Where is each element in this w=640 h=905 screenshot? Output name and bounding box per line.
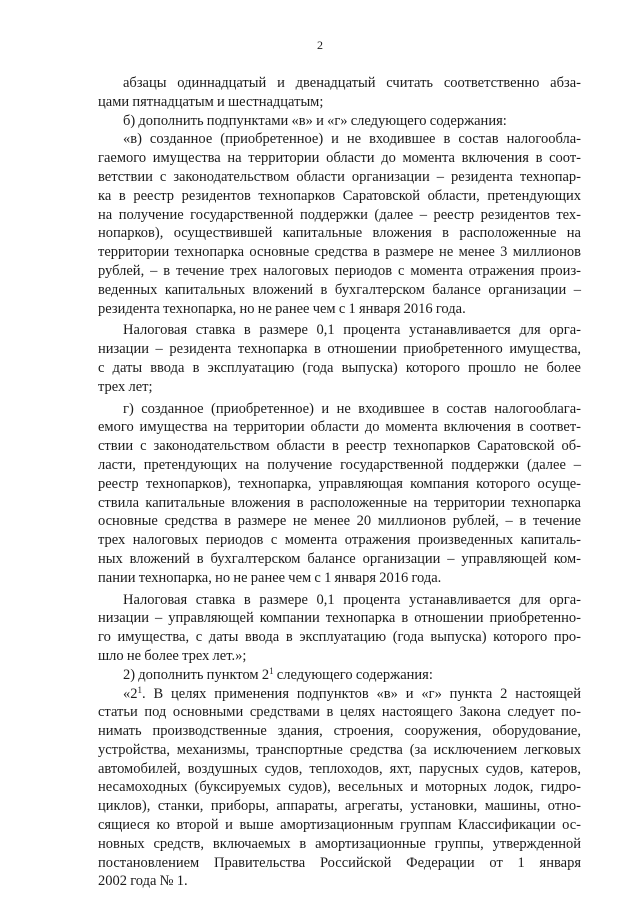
text-line: новных средств, включаемых в амортизационные группы, утвержденной — [98, 835, 581, 852]
text-line: гаемого имущества на территории области до момента включения в соот- — [98, 150, 581, 167]
text-fragment: 2) дополнить пунктом 2 — [123, 666, 270, 683]
text-line: резидента технопарка, но не ранее чем с 1 января 2016 года. — [98, 300, 466, 317]
text-line: ствии с законодательством области в реестр технопарков Саратовской об- — [98, 438, 581, 455]
paragraph-add-subclauses — [98, 112, 581, 131]
text-line: несамоходных (буксируемых судов), весельных и моторных лодок, гидро- — [98, 779, 581, 796]
text-line: ласти, претендующих на получение государственной поддержки (далее – — [98, 456, 581, 473]
text-line: абзацы одиннадцатый и двенадцатый считать соответственно абза- — [123, 75, 581, 91]
text-line: емого имущества на территории области до момента включения в соответ- — [98, 419, 581, 436]
text-line — [98, 685, 581, 704]
text-line: сящиеся ко второй и выше амортизационным группам Классификации ос- — [98, 817, 581, 834]
text-line: низации – резидента технопарка в отношении приобретенного имущества, — [98, 341, 581, 358]
text-line: основные средства в размере не менее 20 миллионов рублей, – в течение — [98, 513, 581, 530]
text-line: г) созданное (приобретенное) и не входившее в состав налогооблага- — [123, 400, 581, 417]
text-line: автомобилей, воздушных судов, теплоходов, яхт, парусных судов, катеров, — [98, 760, 581, 777]
text-line: ствила капитальные вложения в расположенные на территории технопарка — [98, 494, 581, 511]
text-fragment: . В целях применения подпунктов «в» и «г» пункта 2 настоящей — [142, 685, 581, 702]
text-line: пании технопарка, но не ранее чем с 1 января 2016 года. — [98, 569, 442, 586]
page-number: 2 — [317, 38, 323, 52]
text-line: 2002 года № 1. — [98, 873, 188, 890]
text-fragment: следующего содержания: — [273, 666, 433, 683]
text-line: постановлением Правительства Российской Федерации от 1 января — [98, 854, 581, 871]
text-line: рублей, – в течение трех налоговых периодов с момента отражения произ- — [98, 262, 581, 279]
paragraph-add-item — [98, 666, 581, 685]
paragraph-renumber-clauses — [98, 74, 581, 112]
text-line: циклов), станки, приборы, аппараты, агрегаты, установки, машины, отно- — [98, 798, 581, 815]
superscript: 1 — [137, 684, 142, 695]
document-body — [98, 74, 581, 891]
text-line: с даты ввода в эксплуатацию (года выпуска) которого прошло не более — [98, 359, 581, 376]
paragraph-item-2-1 — [98, 685, 581, 892]
text-line: шло не более трех лет.»; — [98, 647, 247, 664]
text-line — [98, 666, 581, 685]
text-line: б) дополнить подпунктами «в» и «г» следующего содержания: — [123, 112, 507, 129]
text-line: трех лет; — [98, 378, 153, 395]
text-line: территории технопарка основные средства в размере не менее 3 миллионов — [98, 244, 581, 261]
paragraph-tax-rate-management — [98, 591, 581, 666]
text-line: ветствии с законодательством области организации – резидента технопар- — [98, 168, 581, 185]
text-line: «в) созданное (приобретенное) и не входившее в состав налогообла- — [123, 131, 581, 148]
text-line: го имущества, с даты ввода в эксплуатацию (года выпуска) которого про- — [98, 629, 581, 646]
text-line: на получение государственной поддержки (далее – реестр резидентов тех- — [98, 206, 581, 223]
text-line: реестр технопарков), технопарка, управляющая компания которого осуще- — [98, 475, 581, 492]
paragraph-subclause-v — [98, 130, 581, 318]
text-line: ных вложений в бухгалтерском балансе организации – управляющей ком- — [98, 550, 581, 567]
text-line: Налоговая ставка в размере 0,1 процента устанавливается для орга- — [123, 322, 581, 339]
text-line: нимать производственные здания, строения, сооружения, оборудование, — [98, 723, 581, 740]
text-line: Налоговая ставка в размере 0,1 процента устанавливается для орга- — [123, 591, 581, 608]
paragraph-subclause-g — [98, 400, 581, 588]
text-line: ка в реестр резидентов технопарков Саратовской области, претендующих — [98, 187, 581, 204]
paragraph-tax-rate-resident — [98, 321, 581, 396]
text-line: трех налоговых периодов с момента отражения произведенных капиталь- — [98, 532, 581, 549]
text-line: нопарков), осуществившей капитальные вложения в расположенные на — [98, 225, 581, 242]
superscript: 1 — [269, 665, 274, 676]
text-line: устройства, механизмы, транспортные средства (за исключением легковых — [98, 741, 581, 758]
text-line: цами пятнадцатым и шестнадцатым; — [98, 93, 324, 110]
text-line: веденных капитальных вложений в бухгалтерском балансе организации – — [98, 281, 581, 298]
text-line: низации – управляющей компании технопарка в отношении приобретенно- — [98, 610, 581, 627]
text-fragment: «2 — [123, 685, 138, 702]
text-line: статьи под основными средствами в целях настоящего Закона следует по- — [98, 704, 581, 721]
